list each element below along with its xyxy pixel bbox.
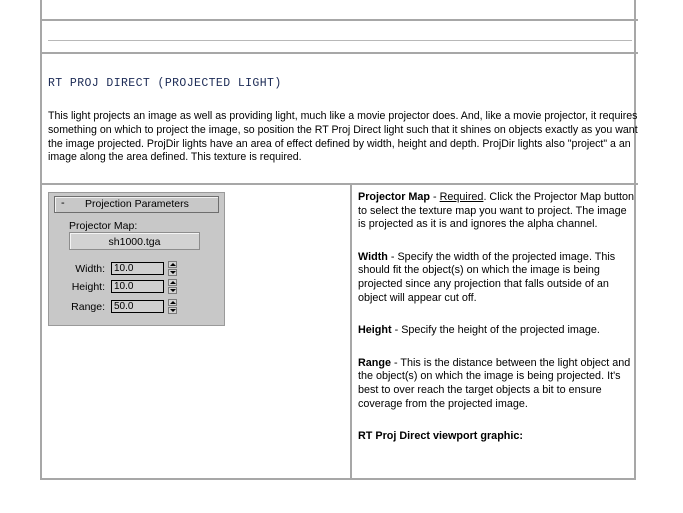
width-spinner[interactable] (168, 261, 177, 276)
spinner-up-icon[interactable] (168, 279, 177, 286)
height-description (358, 324, 636, 338)
row-divider (40, 52, 638, 54)
spinner-down-icon[interactable] (168, 269, 177, 276)
parameter-descriptions (358, 191, 636, 463)
description-text: . Click the Projector Map button to select the texture map you want to project. The image is projected as it is and ignores the alpha channel. (358, 191, 635, 231)
description-text: - Specify the width of the projected image. This should fit the object(s) on which the image is being projected since any projection that falls outside of an object will appear cut off. (358, 250, 616, 304)
projector-map-label: Projector Map: (69, 220, 138, 232)
term: Width (358, 250, 388, 263)
projector-map-description (358, 191, 636, 232)
height-label: Height: (71, 281, 105, 293)
rollout-header[interactable] (54, 196, 219, 213)
column-divider (350, 185, 352, 480)
height-input[interactable]: 10.0 (111, 280, 164, 293)
spinner-up-icon[interactable] (168, 299, 177, 306)
spinner-up-icon[interactable] (168, 261, 177, 268)
range-label: Range: (71, 301, 105, 313)
required-link[interactable]: Required (439, 191, 484, 203)
projection-parameters-rollout (48, 192, 225, 326)
collapse-icon[interactable]: - (61, 197, 65, 209)
range-input[interactable]: 50.0 (111, 300, 164, 313)
term: Height (358, 324, 392, 337)
description-text: - Specify the height of the projected image. (391, 324, 600, 337)
width-description (358, 251, 636, 305)
section-heading: RT PROJ DIRECT (PROJECTED LIGHT) (48, 77, 282, 90)
description-text: - This is the distance between the light object and the object(s) on which the image is being projected. It's best to over reach the target objects a bit to ensure coverage from the projected image. (358, 356, 631, 410)
projector-map-button[interactable]: sh1000.tga (69, 232, 200, 250)
width-label: Width: (75, 263, 105, 275)
term: RT Proj Direct viewport graphic: (358, 430, 523, 443)
range-description (358, 357, 636, 411)
viewport-graphic-heading (358, 430, 636, 444)
row-divider (40, 183, 638, 185)
range-spinner[interactable] (168, 299, 177, 314)
intro-paragraph: This light projects an image as well as providing light, much like a movie projector does. And, like a movie projector, it requires something on which to project the image, so position the RT Proj Direct light such that it shines on objects exactly as you want the image projected. ProjDir lights have an area of effect defined by width, height and depth. ProjDir lights also "project" a an image along the area defined. This texture is required. (48, 110, 638, 164)
rollout-title: Projection Parameters (85, 198, 189, 210)
height-spinner[interactable] (168, 279, 177, 294)
spinner-down-icon[interactable] (168, 307, 177, 314)
separator: - (430, 191, 440, 203)
spinner-down-icon[interactable] (168, 287, 177, 294)
width-input[interactable]: 10.0 (111, 262, 164, 275)
horizontal-rule (48, 40, 632, 41)
term: Range (358, 356, 391, 369)
term: Projector Map (358, 191, 430, 203)
row-divider (40, 19, 638, 21)
